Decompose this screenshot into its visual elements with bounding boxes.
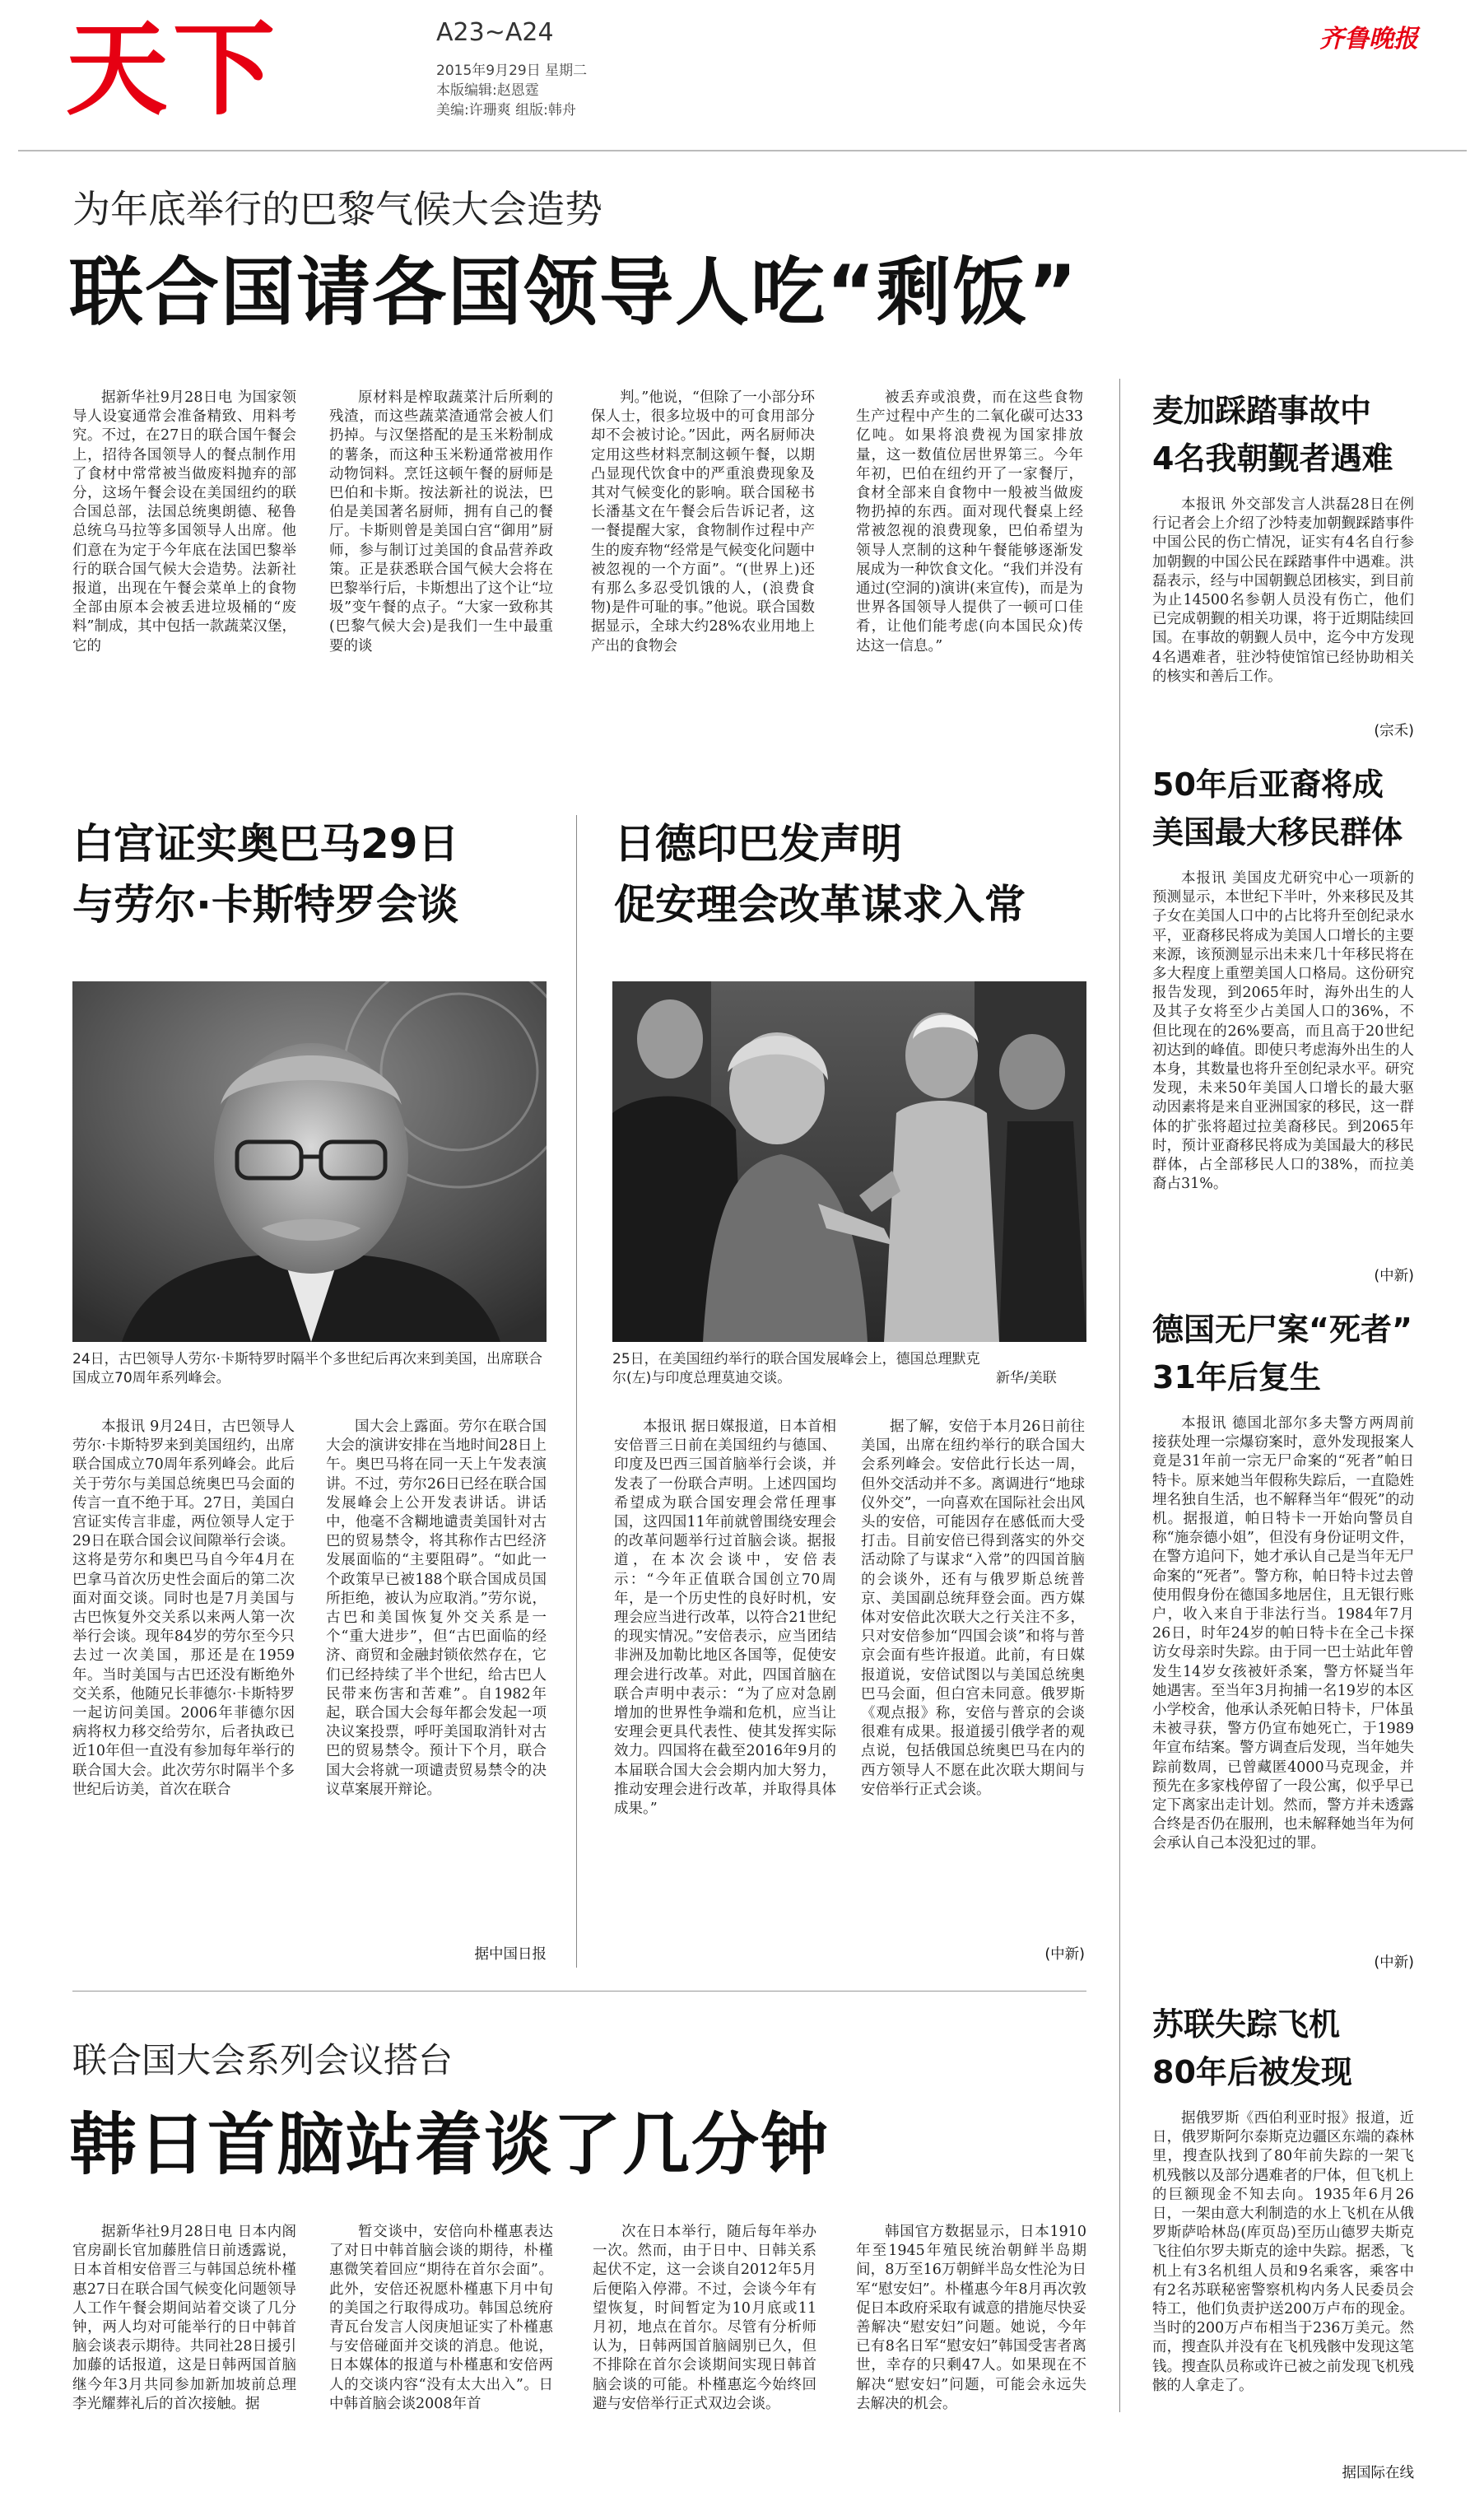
sidebar-story-3: 本报讯 德国北部尔多夫警方两周前接获处理一宗爆窃案时，意外发现报案人竟是31年前一宗无尸命案的“死者”帕日特卡。原来她当年假称失踪后，一直隐姓埋名独自生活，也不解释当年“假死”的动机。据报道，帕日特卡一开始向警员自称“施奈德小姐”，但没有身份证明文件，在警方追问下，她才承认自己是当年无尸命案的“死者”。警方称，帕日特卡过去曾使用假身份在德国多地居住，且无银行账户，收入来自于非法行当。1984年7月26日，时年24岁的帕日特卡在全己卡探访女母亲时失踪。由于同一巴士站此年曾发生14岁女孩被奸杀案，警方怀疑当年她遇害。至当年3月拘捕一名19岁的本区小学校舍，他承认杀死帕日特卡，尸体虽未被寻获，警方仍宣布她死亡，于1989年宣布结案。警方调查后发现，当年她失踪前数周，已曾藏匿4000马克现金，并预先在多家栈停留了一段公寓，似乎早已定下离家出走计划。然而，警方并未透露合终是否仍在服刑，也未解释她当年为何会承认自己本没犯过的罪。 [1152, 1415, 1414, 1852]
page-range: A23~A24 [436, 18, 554, 47]
g4-signature: (中新) [1044, 1946, 1085, 1963]
korea-japan-column-4: 韩国官方数据显示，日本1910年至1945年殖民统治朝鲜半岛期间，8万至16万朝鲜半岛女性沦为日军“慰安妇”。朴槿惠今年8月再次敦促日本政府采取有诚意的措施尽快妥善解决“慰安妇”问题。她说，今年已有8名日军“慰安妇”韩国受害者离世，幸存的只剩47人。如果现在不解决“慰安妇”问题，可能会永远失去解决的机会。 [856, 2224, 1086, 2412]
newspaper-brand: 齐鲁晚报 [1319, 25, 1418, 54]
masthead-divider [18, 150, 1467, 151]
korea-japan-headline: 韩日首脑站着谈了几分钟 [69, 2106, 830, 2184]
g4-caption-credit: 新华/美联 [996, 1370, 1057, 1386]
sidebar-headline-4b: 80年后被发现 [1152, 2054, 1352, 2090]
sidebar-signature-1: (宗禾) [1374, 723, 1414, 739]
lead-column-3: 判。”他说，“但除了一小部分环保人士，很多垃圾中的可食用部分却不会被讨论。”因此，两名厨师决定用这些材料烹制这顿午餐，以期凸显现代饮食中的严重浪费现象及其对气候变化的影响。联合国秘书长潘基文在午餐会后告诉记者，这一餐提醒大家，食物制作过程中产生的废弃物“经常是气候变化问题中被忽视的一个方面”。“(世界上)还有那么多忍受饥饿的人，(浪费食物)是件可耻的事。”他说。联合国数据显示，全球大约28%农业用地上产出的食物会 [591, 389, 815, 655]
sidebar-headline-2a: 50年后亚裔将成 [1152, 766, 1384, 803]
lead-kicker: 为年底举行的巴黎气候大会造势 [72, 187, 602, 231]
korea-japan-column-1: 据新华社9月28日电 日本内阁官房副长官加藤胜信日前透露说，日本首相安倍晋三与韩国总统朴槿惠27日在联合国气候变化问题领导人工作午餐会期间站着交谈了几分钟，两人均对可能举行的日中韩首脑会谈表示期待。共同社28日援引加藤的话报道，这是日韩两国首脑继今年3月共同参加新加坡前总理李光耀葬礼后的首次接触。据 [72, 2224, 296, 2412]
bottom-section-divider [72, 1991, 1086, 1992]
editor-credit: 本版编辑:赵恩霆 [436, 82, 539, 99]
g4-headline-line-2: 促安理会改革谋求入常 [614, 881, 1026, 929]
issue-date: 2015年9月29日 星期二 [436, 63, 588, 79]
g4-photo [612, 981, 1086, 1342]
lead-column-1: 据新华社9月28日电 为国家领导人设宴通常会准备精致、用料考究。不过，在27日的联合国午餐会上，招待各国领导人的餐点制作用了食材中常常被当做废料抛弃的部分，这场午餐会设在美国纽约的联合国总部，法国总统奥朗德、秘鲁总统乌马拉等多国领导人出席。他们意在为定于今年底在法国巴黎举行的联合国气候大会造势。法新社报道，出现在午餐会菜单上的食物全部由原本会被丢进垃圾桶的“废料”制成，其中包括一款蔬菜汉堡，它的 [72, 389, 296, 655]
cuba-caption: 24日，古巴领导人劳尔·卡斯特罗时隔半个多世纪后再次来到美国，出席联合国成立70周年系列峰会。 [72, 1351, 543, 1386]
lead-headline: 联合国请各国领导人吃“剩饭” [69, 249, 1079, 336]
cuba-column-1: 本报讯 9月24日，古巴领导人劳尔·卡斯特罗来到美国纽约，出席联合国成立70周年系列峰会。此后关于劳尔与美国总统奥巴马会面的传言一直不绝于耳。27日，美国白宫证实传言非虚，两位领导人定于29日在联合国会议间隙举行会谈。这将是劳尔和奥巴马自今年4月在巴拿马首次历史性会面后的第二次面对面交谈。同时也是7月美国与古巴恢复外交关系以来两人第一次举行会谈。现年84岁的劳尔至今只去过一次美国，那还是在1959年。当时美国与古巴还没有断绝外交关系，他随兄长菲德尔·卡斯特罗一起访问美国。2006年菲德尔因病将权力移交给劳尔，后者执政已近10年但一直没有参加每年举行的联合国大会。此次劳尔时隔半个多世纪后访美，首次在联合 [72, 1419, 295, 1798]
sidebar-headline-1a: 麦加踩踏事故中 [1152, 393, 1372, 429]
g4-caption: 25日，在美国纽约举行的联合国发展峰会上，德国总理默克尔(左)与印度总理莫迪交谈。 [612, 1351, 980, 1386]
lead-column-2: 原材料是榨取蔬菜汁后所剩的残渣，而这些蔬菜渣通常会被人们扔掉。与汉堡搭配的是玉米粉制成的薯条，而这种玉米粉通常被用作动物饲料。烹饪这顿午餐的厨师是巴伯和卡斯。按法新社的说法，巴伯是美国著名厨师，拥有自己的餐厅。卡斯则曾是美国白宫“御用”厨师，参与制订过美国的食品营养政策。正是获悉联合国气候大会将在巴黎举行后，卡斯想出了这个让“垃圾”变午餐的点子。“大家一致称其(巴黎气候大会)是我们一生中最重要的谈 [329, 389, 553, 655]
korea-japan-column-2: 暂交谈中，安倍向朴槿惠表达了对日中韩首脑会谈的期待，朴槿惠微笑着回应“期待在首尔会面”。此外，安倍还祝愿朴槿惠下月中旬的美国之行取得成功。韩国总统府青瓦台发言人闵庚旭证实了朴槿惠与安倍碰面并交谈的消息。他说，日本媒体的报道与朴槿惠和安倍两人的交谈内容“没有太大出入”。日中韩首脑会谈2008年首 [329, 2224, 553, 2412]
cuba-headline-line-1: 白宫证实奥巴马29日 [72, 820, 459, 868]
sidebar-headline-3b: 31年后复生 [1152, 1359, 1321, 1395]
lead-column-4: 被丢弃或浪费，而在这些食物生产过程中产生的二氧化碳可达33亿吨。如果将浪费视为国家排放量，这一数值位居世界第三。今年年初，巴伯在纽约开了一家餐厅，食材全部来自食物中一般被当做废物扔掉的东西。面对现代餐桌上经常被忽视的浪费现象，巴伯希望为领导人烹制的这种午餐能够逐渐发展成为一种饮食文化。“我们并没有通过(空洞的)演讲(来宣传)，而是为世界各国领导人提供了一顿可口佳肴，让他们能考虑(向本国民众)传达这一信息。” [856, 389, 1083, 655]
sidebar-headline-2b: 美国最大移民群体 [1152, 814, 1403, 850]
sidebar-headline-1b: 4名我朝觐者遇难 [1152, 440, 1393, 477]
sidebar-story-1: 本报讯 外交部发言人洪磊28日在例行记者会上介绍了沙特麦加朝觐踩踏事件中国公民的伤亡情况，证实有4名自行参加朝觐的中国公民在踩踏事件中遇难。洪磊表示，经与中国朝觐总团核实，到目前为止14500名参朝人员没有伤亡，他们已完成朝觐的相关功课，将于近期陆续回国。在事故的朝觐人员中，迄今中方发现4名遇难者，驻沙特使馆馆已经协助相关的核实和善后工作。 [1152, 496, 1414, 685]
masthead-logo: 天下 [66, 11, 281, 129]
g4-headline-line-1: 日德印巴发声明 [614, 820, 902, 868]
g4-column-2: 据了解，安倍于本月26日前往美国，出席在纽约举行的联合国大会系列峰会。安倍此行长达一周，但外交活动并不多。离调进行“地球仪外交”，一向喜欢在国际社会出风头的安倍，可能因存在感低而大受打击。目前安倍已得到落实的外交活动除了与谋求“入常”的四国首脑的会谈外，还有与俄罗斯总统普京、美国副总统拜登会面。西方媒体对安倍此次联大之行关注不多，只对安倍参加“四国会谈”和将与普京会面有些许报道。此前，有日媒报道说，安倍试图以与美国总统奥巴马会面，但白宫未同意。俄罗斯《观点报》称，安倍与普京的会谈很难有成果。报道援引俄学者的观点说，包括俄国总统奥巴马在内的西方领导人不愿在此次联大期间与安倍举行正式会谈。 [861, 1419, 1085, 1798]
column-divider [576, 815, 577, 1968]
cuba-photo [72, 981, 547, 1342]
sidebar-signature-3: (中新) [1374, 1954, 1414, 1971]
cuba-headline-line-2: 与劳尔·卡斯特罗会谈 [72, 881, 458, 929]
sidebar-divider [1119, 379, 1120, 2412]
art-credit: 美编:许珊爽 组版:韩舟 [436, 102, 576, 119]
sidebar-signature-4: 据国际在线 [1342, 2465, 1414, 2481]
sidebar-story-2: 本报讯 美国皮尤研究中心一项新的预测显示，本世纪下半叶，外来移民及其子女在美国人口中的占比将升至创纪录水平，亚裔移民将成为美国人口增长的主要来源，该预测显示出未来几十年移民将在多大程度上重塑美国人口格局。这份研究报告发现，到2065年时，海外出生的人及其子女将至少占美国人口的36%，不但比现在的26%要高，而且高于20世纪初达到的峰值。即使只考虑海外出生的人本身，其数量也将升至创纪录水平。研究发现，未来50年美国人口增长的最大驱动因素将是来自亚洲国家的移民，这一群体的扩张将超过拉美裔移民。到2065年时，预计亚裔移民将成为美国最大的移民群体，占全部移民人口的38%，而拉美裔占31%。 [1152, 870, 1414, 1193]
korea-japan-column-3: 次在日本举行，随后每年举办一次。然而，由于日中、日韩关系起伏不定，这一会谈自2012年5月后便陷入停滞。不过，会谈今年有望恢复，时间暂定为10月底或11月初，地点在首尔。尽管有分析师认为，日韩两国首脑阔别已久，但不排除在首尔会谈期间实现日韩首脑会谈的可能。朴槿惠迄今始终回避与安倍举行正式双边会谈。 [593, 2224, 816, 2412]
sidebar-story-4: 据俄罗斯《西伯利亚时报》报道，近日，俄罗斯阿尔泰斯克边疆区东端的森林里，搜查队找到了80年前失踪的一架飞机残骸以及部分遇难者的尸体，但飞机上的巨额现金不知去向。1935年6月26日，一架由意大利制造的水上飞机在从俄罗斯萨哈林岛(库页岛)至历山德罗夫斯克飞往伯尔罗夫斯克的途中失踪。据悉，飞机上有3名机组人员和9名乘客，乘客中有2名苏联秘密警察机构内务人民委员会特工，他们负责护送200万卢布的现金。当时的200万卢布相当于236万美元。然而，搜查队并没有在飞机残骸中发现这笔钱。搜查队员称或许已被之前发现飞机残骸的人拿走了。 [1152, 2110, 1414, 2394]
sidebar-signature-2: (中新) [1374, 1268, 1414, 1284]
raul-castro-portrait [72, 981, 547, 1342]
cuba-column-2: 国大会上露面。劳尔在联合国大会的演讲安排在当地时间28日上午。奥巴马将在同一天上午发表演讲。不过，劳尔26日已经在联合国发展峰会上公开发表讲话。讲话中，他毫不含糊地谴责美国针对古巴的贸易禁令，将其称作古巴经济发展面临的“主要阻碍”。“如此一个政策早已被188个联合国成员国所拒绝，被认为应取消。”劳尔说，古巴和美国恢复外交关系是一个“重大进步”，但“古巴面临的经济、商贸和金融封锁依然存在，它们已经持续了半个世纪，给古巴人民带来伤害和苦难”。自1982年起，联合国大会每年都会发起一项决议案投票，呼吁美国取消针对古巴的贸易禁令。预计下个月，联合国大会将就一项谴责贸易禁令的决议草案展开辩论。 [326, 1419, 547, 1798]
merkel-modi-photo [612, 981, 1086, 1342]
sidebar-headline-4a: 苏联失踪飞机 [1152, 2006, 1341, 2043]
cuba-signature: 据中国日报 [474, 1946, 547, 1963]
g4-column-1: 本报讯 据日媒报道，日本首相安倍晋三日前在美国纽约与德国、印度及巴西三国首脑举行会谈，并发表了一份联合声明。上述四国均希望成为联合国安理会常任理事国，这四国11年前就曾围绕安理会的改革问题举行过首脑会谈。据报道，在本次会谈中，安倍表示：“今年正值联合国创立70周年，是一个历史性的良好时机，安理会应当进行改革，以符合21世纪的现实情况。”安倍表示，应当团结非洲及加勒比地区各国等，促使安理会进行改革。对此，四国首脑在联合声明中表示：“为了应对急剧增加的世界性争端和危机，应当让安理会更具代表性、使其发挥实际效力。四国将在截至2016年9月的本届联合国大会会期内加大努力，推动安理会进行改革，并取得具体成果。” [614, 1419, 836, 1818]
korea-japan-kicker: 联合国大会系列会议搭台 [72, 2040, 454, 2080]
sidebar-headline-3a: 德国无尸案“死者” [1152, 1311, 1412, 1348]
